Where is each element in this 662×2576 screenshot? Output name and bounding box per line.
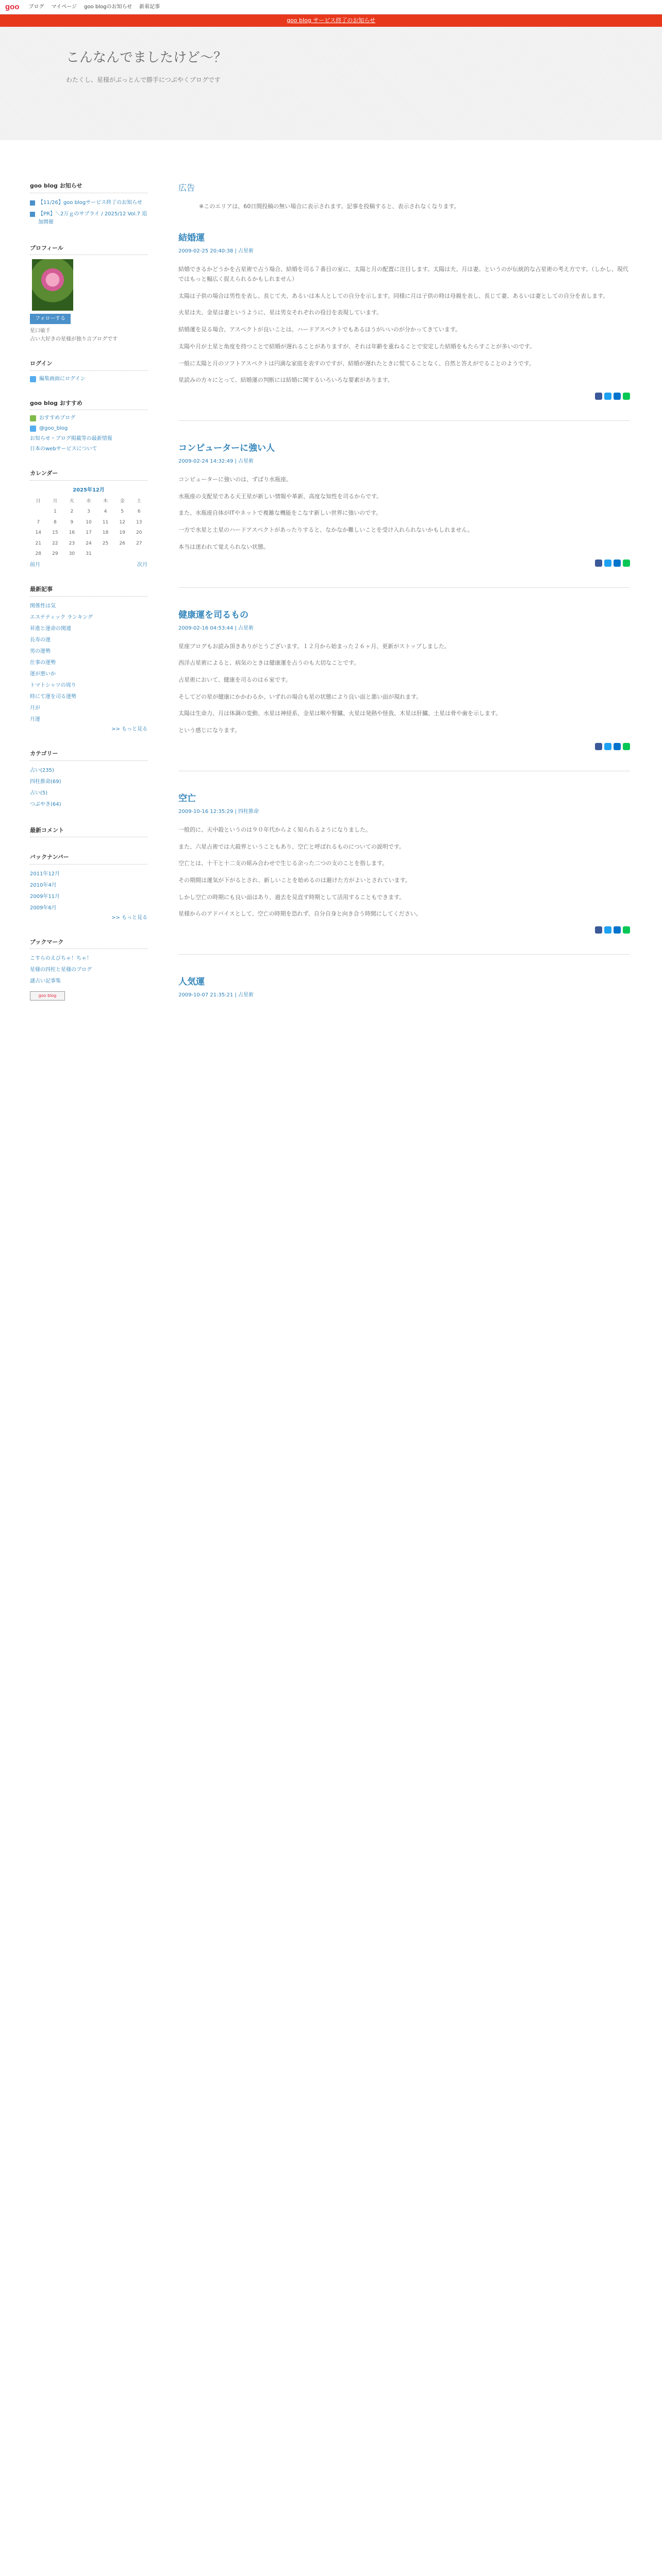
post-paragraph: そしてどの星が健康にかかわるか、いずれの場合も星の状態により良い面と悪い面が現れます。 [178, 693, 422, 700]
calendar-day: 23 [69, 540, 75, 546]
category-link[interactable]: 占い(235) [30, 767, 54, 773]
share-buttons [178, 926, 630, 934]
post-paragraph: 星読みの方々にとって、結婚運の判断には結婚に関するいろいろな要素があります。 [178, 377, 393, 384]
calendar-month: 2025年12月 [73, 487, 105, 493]
recent-post-link[interactable]: 昇進と運命の関連 [30, 625, 71, 632]
calendar-day: 21 [35, 540, 41, 546]
calendar-day: 22 [52, 540, 58, 546]
calendar-weekday: 金 [120, 498, 125, 504]
post-body [178, 475, 630, 552]
service-end-link[interactable]: goo blog サービス終了のお知らせ [287, 17, 375, 24]
login-block [30, 359, 147, 383]
post-separator [178, 954, 630, 955]
backnumber-heading: バックナンバー [30, 853, 147, 865]
bullet-icon [30, 212, 35, 217]
calendar-day: 24 [86, 540, 92, 546]
top-nav-item[interactable]: ブログ [28, 4, 44, 10]
news-block [30, 181, 147, 228]
post-date[interactable]: 2009-02-24 14:32:49 | 占星術 [178, 459, 254, 465]
post-date[interactable]: 2009-02-16 04:53:44 | 占星術 [178, 625, 254, 631]
post-paragraph: 空亡とは、十干と十二支の組み合わせで生じる余った二つの支のことを指します。 [178, 860, 388, 867]
facebook-share-icon[interactable] [595, 560, 602, 567]
calendar-day: 12 [119, 519, 125, 525]
post-body [178, 265, 630, 385]
main-content [178, 181, 630, 1020]
calendar-prev-link[interactable]: 前月 [30, 562, 40, 568]
twitter-icon [30, 426, 36, 432]
calendar-weekday: 木 [103, 498, 108, 504]
top-nav-item[interactable]: 新着記事 [139, 4, 160, 10]
recent-post-link[interactable]: 月が [30, 705, 40, 711]
goo-logo[interactable]: goo [5, 2, 20, 11]
hatena-share-icon[interactable] [614, 743, 621, 750]
login-link[interactable]: 編集画面にログイン [30, 375, 147, 383]
recommend-link[interactable]: おすすめブログ [30, 414, 147, 422]
post-paragraph: 水瓶座の支配星である天王星が新しい情報や革新、高度な知性を司るからです。 [178, 493, 383, 500]
hatena-share-icon[interactable] [614, 560, 621, 567]
post-paragraph: しかし空亡の時期にも良い面はあり、過去を見直す時期として活用することもできます。 [178, 893, 405, 901]
recommend-block [30, 399, 147, 454]
profile-heading: プロフィール [30, 244, 147, 256]
blog-post [178, 608, 630, 750]
calendar-day: 3 [87, 509, 90, 515]
recommend-heading: goo blog おすすめ [30, 399, 147, 411]
recent-post-link[interactable]: 仕事の運勢 [30, 659, 56, 666]
post-body [178, 642, 630, 736]
line-share-icon[interactable] [623, 560, 630, 567]
post-paragraph: 結婚運を見る場合、アスペクトが良いことは、ハードアスペクトでもあるほうがいいのが分かってきています。 [178, 326, 461, 333]
post-title[interactable]: 結婚運 [178, 233, 205, 244]
share-buttons [178, 393, 630, 400]
post-title[interactable]: 健康運を司るもの [178, 609, 249, 620]
post-title[interactable]: 空亡 [178, 793, 196, 804]
top-nav-item[interactable]: マイページ [51, 4, 77, 10]
twitter-share-icon[interactable] [604, 393, 611, 400]
post-paragraph: 星様からのアドバイスとして、空亡の時期を恐れず、自分自身と向き合う時間にしてください。 [178, 910, 422, 918]
line-share-icon[interactable] [623, 926, 630, 934]
calendar-day: 18 [102, 530, 109, 536]
post-paragraph: 火星は夫、金星は妻というように、星は男女それぞれの役目を表現しています。 [178, 309, 383, 316]
calendar-weekday: 土 [137, 498, 142, 504]
backnumber-link[interactable]: 2010年4月 [30, 882, 57, 888]
bookmark-heading: ブックマーク [30, 938, 147, 950]
comments-block [30, 826, 147, 838]
post-body [178, 825, 630, 919]
ad-heading: 広告 [178, 183, 195, 193]
post-paragraph: また、水瓶座自体がITやネットで複雑な機能をこなす新しい世界に強いのです。 [178, 510, 382, 517]
post-separator [178, 420, 630, 421]
post-paragraph: また、六星占術では大殺界ということもあり、空亡と呼ばれるものについての説明です。 [178, 843, 405, 850]
calendar-day: 31 [86, 551, 92, 556]
facebook-share-icon[interactable] [595, 743, 602, 750]
service-end-banner [0, 14, 662, 27]
comments-heading: 最新コメント [30, 826, 147, 838]
follow-button[interactable]: フォローする [30, 314, 71, 324]
blog-title[interactable]: こんなんでましたけど〜？ [66, 50, 227, 65]
blog-header [0, 27, 662, 140]
calendar-day: 7 [37, 519, 40, 525]
share-buttons [178, 560, 630, 567]
top-nav [29, 3, 160, 11]
calendar-day: 11 [102, 519, 109, 525]
bookmark-link[interactable]: 星様の四柱と星様のブログ [30, 967, 92, 973]
calendar-day: 2 [70, 509, 74, 515]
facebook-share-icon[interactable] [595, 393, 602, 400]
line-share-icon[interactable] [623, 393, 630, 400]
post-paragraph: 本当は迷われて覚えられない状態。 [178, 543, 269, 550]
calendar-day: 4 [104, 509, 107, 515]
recent-post-link[interactable]: 月運 [30, 716, 40, 722]
recent-more-link[interactable]: >> もっと見る [111, 726, 147, 732]
goo-icon [30, 415, 36, 421]
sidebar [30, 181, 147, 1020]
calendar-day: 16 [69, 530, 75, 536]
recent-post-link[interactable]: トマトシャツの周り [30, 682, 76, 688]
recent-post-link[interactable]: 運が悪いか [30, 671, 56, 677]
calendar-weekday: 火 [69, 498, 74, 504]
recommend-text-link[interactable]: 日本のwebサービスについて [30, 446, 97, 452]
recent-post-link[interactable]: 長寿の運 [30, 637, 51, 643]
ad-note: ※このエリアは、60日間投稿の無い場合に表示されます。記事を投稿すると、表示されなくなります。 [199, 202, 460, 210]
post-paragraph: 一般的に、天中殺というのは９０年代からよく知られるようになりました。 [178, 826, 371, 833]
facebook-share-icon[interactable] [595, 926, 602, 934]
calendar-day: 14 [35, 530, 41, 536]
news-item[interactable]: 【PR】＼2万ｇのサプライ / 2025/12 Vol.7 追加開催 [30, 209, 147, 228]
profile-text: 占い大好きの星様が独り言ブログです [30, 336, 118, 343]
post-paragraph: 西洋占星術によると、病気のときは健康運を占うのも大切なことです。 [178, 659, 360, 667]
category-heading: カテゴリー [30, 749, 147, 761]
blog-post [178, 792, 630, 934]
calendar [30, 485, 147, 559]
profile-name: 星口敏千 [30, 328, 51, 334]
post-title[interactable]: コンピューターに強い人 [178, 443, 275, 453]
backnumber-link[interactable]: 2011年12月 [30, 871, 60, 877]
profile-block [30, 244, 147, 344]
calendar-day: 30 [69, 551, 75, 556]
post-date[interactable]: 2009-02-25 20:40:38 | 占星術 [178, 248, 254, 255]
category-link[interactable]: 四柱推命(69) [30, 778, 61, 785]
goo-blog-badge[interactable]: goo blog [30, 991, 65, 1001]
calendar-day [130, 549, 147, 559]
news-item[interactable]: 【11/26】goo blogサービス終了のお知らせ [30, 197, 147, 209]
calendar-day: 1 [53, 509, 57, 515]
calendar-day: 6 [137, 509, 141, 515]
calendar-weekday: 日 [36, 498, 41, 504]
calendar-day: 26 [119, 540, 125, 546]
calendar-day: 9 [70, 519, 74, 525]
post-title[interactable]: 人気運 [178, 977, 205, 988]
calendar-day [114, 549, 131, 559]
post-paragraph: 太陽は生命力、月は体調の変動、水星は神経系、金星は喉や腎臓、火星は発熱や怪我、木星は肝臓、土星は骨や歯を示します。 [178, 710, 502, 717]
backnumber-link[interactable]: 2009年11月 [30, 893, 60, 900]
profile-flower-image [32, 259, 73, 311]
category-block [30, 749, 147, 810]
news-heading: goo blog お知らせ [30, 181, 147, 193]
post-paragraph: 太陽は子供の場合は男性を表し、長じて夫、あるいは本人としての自分を示します。同様に月は子供の時は母親を表し、長じて妻、あるいは妻としての自分を表します。 [178, 292, 609, 299]
category-link[interactable]: 占い(5) [30, 790, 48, 796]
backnumber-block [30, 853, 147, 922]
recommend-text-link[interactable]: お知らせ・ブログ掲載等の最新情報 [30, 436, 112, 442]
post-date[interactable]: 2009-10-16 12:35:29 | 四柱推命 [178, 809, 259, 815]
calendar-block [30, 469, 147, 569]
calendar-day: 27 [136, 540, 142, 546]
post-paragraph: 結婚できるかどうかを占星術で占う場合、結婚を司る７番目の室に、太陽と月の配置に注目します。太陽は夫、月は妻。というのが伝統的な占星術の考え方です。（しかし、現代ではもっと幅広く捉えられるかもしれません） [178, 266, 628, 283]
blog-post [178, 975, 630, 999]
calendar-weekday: 水 [86, 498, 91, 504]
post-paragraph: 太陽や月が土星と角度を持つことで結婚が遅れることがありますが、それは年齢を重ねることで安定した結婚をもたらすことが多いのです。 [178, 343, 536, 350]
recent-post-link[interactable]: 男の運勢 [30, 648, 51, 654]
bullet-icon [30, 200, 35, 206]
pencil-icon [30, 376, 36, 382]
post-paragraph: という感じになります。 [178, 727, 241, 734]
post-paragraph: 一方で水星と土星のハードアスペクトがあったりすると、なかなか難しいことを受け入れられないかもしれません。 [178, 527, 473, 534]
backnumber-link[interactable]: 2009年6月 [30, 905, 57, 911]
blog-post [178, 442, 630, 567]
calendar-day: 17 [86, 530, 92, 536]
share-buttons [178, 743, 630, 750]
post-paragraph: その期間は運気が下がるとされ、新しいことを始めるのは避けた方がよいとされています。 [178, 877, 411, 884]
calendar-day: 29 [52, 551, 58, 556]
post-paragraph: 星座ブログもお読み頂きありがとうございます。１２月から始まった２６ヶ月、更新がストップしました。 [178, 642, 450, 650]
blog-post [178, 231, 630, 400]
blog-description: わたくし、星様がぶっとんで勝手につぶやくブログです [66, 76, 221, 83]
bookmark-block [30, 938, 147, 1001]
post-paragraph: 一般に太陽と月のソフトアスペクトは円満な家庭を表すのですが、結婚が遅れたときに慌てることなく、自然と答えがでることのようです。 [178, 360, 535, 367]
post-date[interactable]: 2009-10-07 21:35:21 | 占星術 [178, 992, 254, 998]
calendar-day [30, 506, 47, 517]
recent-heading: 最新記事 [30, 585, 147, 597]
calendar-day: 15 [52, 530, 58, 536]
top-bar [0, 0, 662, 14]
calendar-weekday: 月 [53, 498, 58, 504]
calendar-day: 25 [102, 540, 109, 546]
calendar-heading: カレンダー [30, 469, 147, 481]
login-heading: ログイン [30, 359, 147, 371]
recent-block [30, 585, 147, 734]
top-nav-item[interactable]: goo blogのお知らせ [84, 4, 133, 10]
post-paragraph: 占星術において、健康を司るのは６室です。 [178, 676, 291, 684]
calendar-day: 19 [119, 530, 125, 536]
calendar-day: 10 [86, 519, 92, 525]
twitter-share-icon[interactable] [604, 560, 611, 567]
post-separator [178, 587, 630, 588]
calendar-day: 20 [136, 530, 142, 536]
hatena-share-icon[interactable] [614, 926, 621, 934]
recent-post-link[interactable]: 時にて運を司る運勢 [30, 693, 76, 700]
twitter-share-icon[interactable] [604, 926, 611, 934]
category-link[interactable]: つぶやき(64) [30, 801, 61, 807]
calendar-day [97, 549, 114, 559]
calendar-day: 13 [136, 519, 142, 525]
calendar-day: 8 [53, 519, 57, 525]
post-paragraph: コンピューターに強いのは、ずばり水瓶座。 [178, 476, 292, 483]
twitter-share-icon[interactable] [604, 743, 611, 750]
calendar-day: 28 [35, 551, 41, 556]
calendar-day: 5 [121, 509, 124, 515]
bookmark-link[interactable]: 謎占い記事集 [30, 978, 61, 985]
bookmark-link[interactable]: こすらのえびちゃ！ちゃ！ [30, 956, 92, 962]
line-share-icon[interactable] [623, 743, 630, 750]
recent-post-link[interactable]: 関係性は気 [30, 603, 56, 609]
twitter-link[interactable]: @goo_blog [30, 425, 147, 433]
backnumber-more-link[interactable]: >> もっと見る [111, 914, 147, 921]
recent-post-link[interactable]: エステティック ランキング [30, 614, 93, 620]
calendar-next-link[interactable]: 次月 [137, 562, 147, 568]
hatena-share-icon[interactable] [614, 393, 621, 400]
